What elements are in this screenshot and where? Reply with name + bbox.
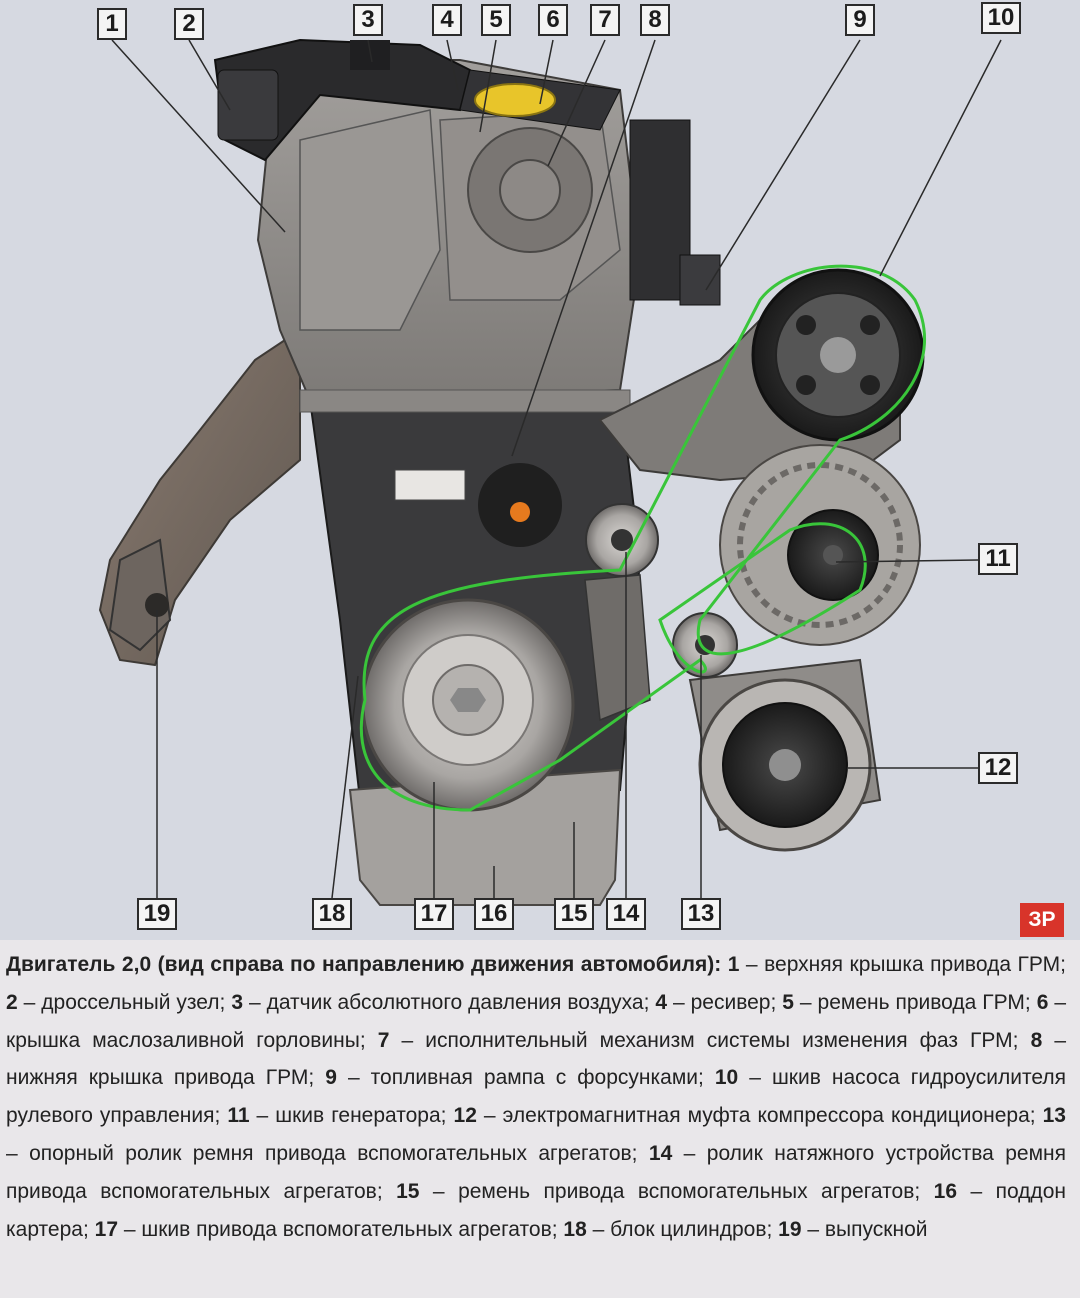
callout-16: 16 — [474, 898, 514, 930]
callout-9: 9 — [845, 4, 875, 36]
callout-3: 3 — [353, 4, 383, 36]
callout-10: 10 — [981, 2, 1021, 34]
caption-item-text: – опорный ролик ремня привода вспомогательных агрегатов; — [6, 1141, 638, 1165]
figure-caption — [6, 946, 1066, 1248]
caption-item-number: 18 — [557, 1217, 587, 1241]
caption-item-text: – исполнительный механизм системы изменения фаз ГРМ; — [389, 1028, 1019, 1052]
callout-6: 6 — [538, 4, 568, 36]
caption-item-number: 13 — [1035, 1104, 1066, 1128]
caption-item-text: – топливная рампа с форсунками; — [336, 1066, 704, 1090]
callout-15: 15 — [554, 898, 594, 930]
callout-8: 8 — [640, 4, 670, 36]
crankshaft-pulley — [363, 600, 573, 810]
caption-item-text: – блок цилиндров; — [586, 1217, 773, 1241]
caption-item-number: 16 — [920, 1179, 958, 1203]
caption-item-number: 3 — [225, 990, 244, 1014]
caption-item-text: – ремень привода ГРМ; — [793, 990, 1031, 1014]
callout-19: 19 — [137, 898, 177, 930]
caption-item — [772, 1218, 927, 1241]
caption-item — [447, 1104, 1036, 1127]
caption-item — [366, 1029, 1019, 1052]
caption-item — [776, 991, 1030, 1014]
caption-item-number: 14 — [637, 1141, 673, 1165]
caption-item-text: – ресивер; — [667, 990, 777, 1014]
caption-item — [383, 1180, 921, 1203]
caption-item-number: 10 — [703, 1066, 739, 1090]
callout-17: 17 — [414, 898, 454, 930]
caption-item-text: – крышка маслозаливной горловины; — [6, 990, 1066, 1052]
caption-item-number: 12 — [446, 1104, 477, 1128]
caption-item-number: 11 — [220, 1104, 250, 1128]
caption-item-text: – шкив генератора; — [249, 1104, 447, 1128]
callout-5: 5 — [481, 4, 511, 36]
callout-7: 7 — [590, 4, 620, 36]
caption-item-number: 2 — [6, 990, 18, 1014]
caption-item-number: 19 — [772, 1217, 802, 1241]
callout-4: 4 — [432, 4, 462, 36]
publisher-logo: ЗР — [1020, 903, 1064, 937]
caption-item — [225, 991, 649, 1014]
caption-item — [220, 1104, 446, 1127]
caption-item-number: 17 — [88, 1217, 119, 1241]
caption-item-text: – датчик абсолютного давления воздуха; — [243, 990, 650, 1014]
caption-item-number: 8 — [1018, 1028, 1043, 1052]
ac-compressor — [690, 660, 880, 850]
caption-item-text: – верхняя крышка привода ГРМ; — [739, 953, 1066, 976]
exhaust-manifold — [100, 330, 300, 665]
caption-item-text: – нижняя крышка привода ГРМ; — [6, 1028, 1067, 1090]
callout-11: 11 — [978, 543, 1018, 575]
callout-18: 18 — [312, 898, 352, 930]
caption-item-text: – ремень привода вспомогательных агрегатов; — [419, 1179, 921, 1203]
caption-item-number: 5 — [776, 990, 794, 1014]
caption-item — [649, 991, 776, 1014]
caption-item-text: – шкив привода вспомогательных агрегатов; — [118, 1217, 558, 1241]
caption-item-text: – электромагнитная муфта компрессора кондиционера; — [476, 1104, 1036, 1128]
caption-item-text: – поддон картера; — [6, 1179, 1066, 1241]
caption-item — [558, 1218, 773, 1241]
caption-item-number: 9 — [314, 1066, 337, 1090]
caption-item-number: 15 — [382, 1179, 420, 1203]
caption-item-text: – дроссельный узел; — [17, 990, 226, 1014]
fuel-rail — [630, 120, 720, 305]
callout-2: 2 — [174, 8, 204, 40]
callout-1: 1 — [97, 8, 127, 40]
ps-pump-pulley — [753, 270, 923, 440]
caption-item-number: 4 — [649, 990, 668, 1014]
caption-item-text: – ролик натяжного устройства ремня привода вспомогательных агрегатов; — [6, 1141, 1066, 1203]
tensioner-roller — [585, 504, 658, 720]
caption-item — [728, 953, 1066, 976]
caption-item — [6, 991, 225, 1014]
caption-items — [6, 953, 1066, 1241]
caption-item — [314, 1066, 704, 1089]
caption-item-text: – шкив насоса гидроусилителя рулевого управления; — [6, 1066, 1067, 1128]
caption-item-number: 6 — [1030, 990, 1049, 1014]
caption-item — [89, 1218, 558, 1241]
caption-item-number: 7 — [365, 1028, 390, 1052]
callout-13: 13 — [681, 898, 721, 930]
callout-12: 12 — [978, 752, 1018, 784]
caption-item-number: 1 — [727, 953, 740, 976]
caption-title: Двигатель 2,0 (вид справа по направлению движения автомобиля): — [6, 953, 722, 976]
caption-item-text: – выпускной — [801, 1217, 928, 1241]
callout-14: 14 — [606, 898, 646, 930]
